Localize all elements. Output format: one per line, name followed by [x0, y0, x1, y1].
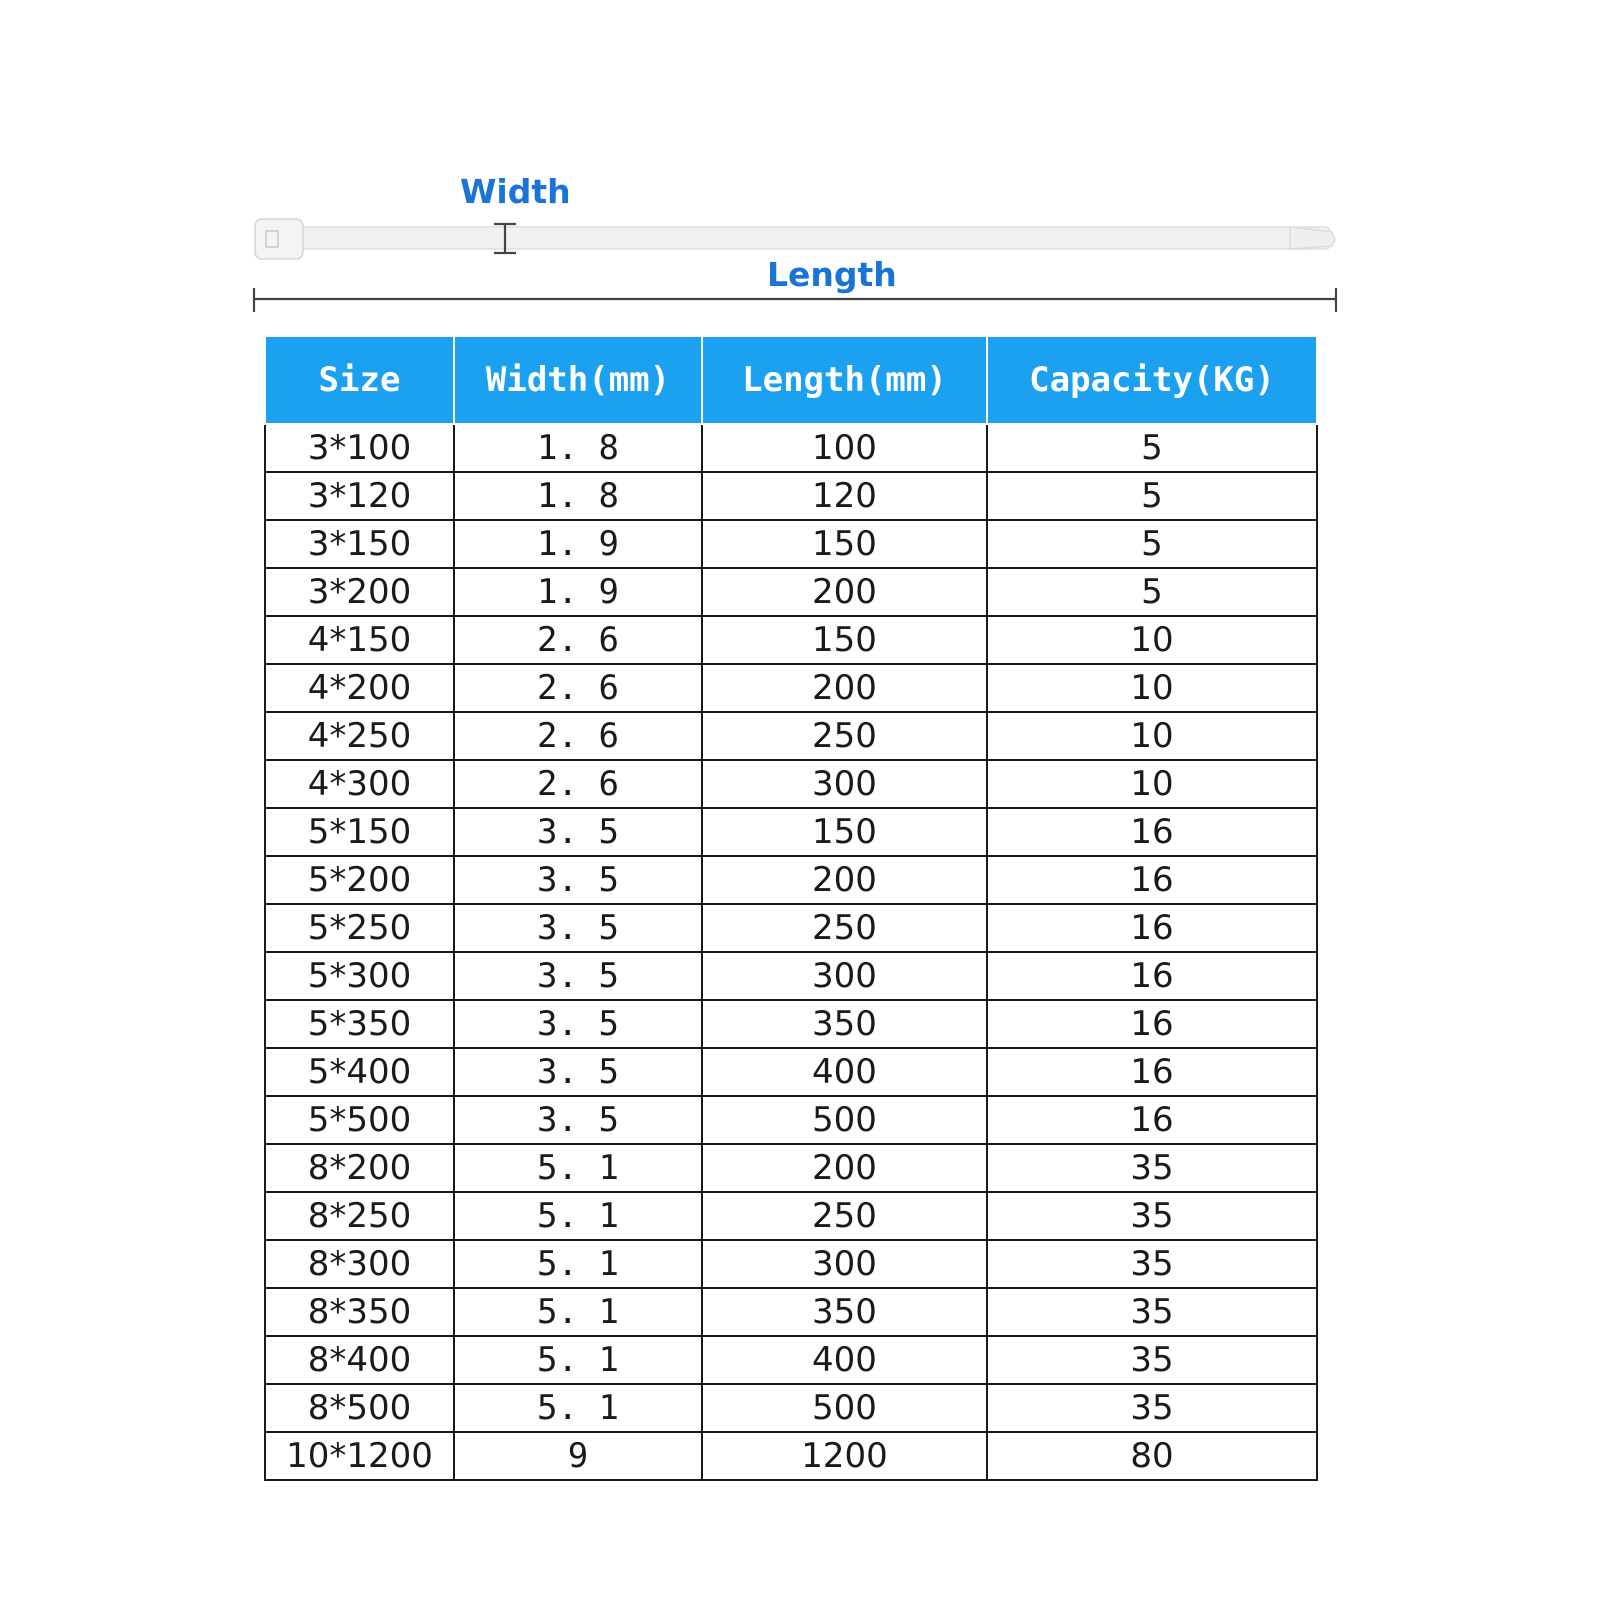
table-row: [265, 808, 1317, 856]
cell-capacity: 16: [987, 904, 1317, 952]
cell-capacity: 5: [987, 424, 1317, 472]
cell-length: 300: [702, 1240, 987, 1288]
table-row: [265, 712, 1317, 760]
cell-width: 1. 9: [454, 520, 702, 568]
header-size: Size: [265, 336, 454, 424]
cell-width: 5. 1: [454, 1192, 702, 1240]
cell-capacity: 16: [987, 808, 1317, 856]
cell-width: 3. 5: [454, 904, 702, 952]
cell-length: 300: [702, 760, 987, 808]
cell-width: 2. 6: [454, 712, 702, 760]
table-row: [265, 1048, 1317, 1096]
cell-length: 150: [702, 616, 987, 664]
table-row: [265, 1192, 1317, 1240]
table-row: [265, 424, 1317, 472]
cell-capacity: 5: [987, 472, 1317, 520]
cell-size: 8*300: [265, 1240, 454, 1288]
cell-length: 150: [702, 808, 987, 856]
table-row: [265, 616, 1317, 664]
cell-width: 9: [454, 1432, 702, 1480]
cell-size: 3*200: [265, 568, 454, 616]
cell-capacity: 10: [987, 712, 1317, 760]
cell-width: 5. 1: [454, 1384, 702, 1432]
cell-capacity: 16: [987, 1096, 1317, 1144]
cell-length: 350: [702, 1288, 987, 1336]
cell-capacity: 35: [987, 1144, 1317, 1192]
spec-table-body: [265, 424, 1317, 1480]
spec-table-header: [265, 336, 1317, 424]
cell-width: 3. 5: [454, 1096, 702, 1144]
cell-capacity: 5: [987, 520, 1317, 568]
cell-width: 5. 1: [454, 1288, 702, 1336]
cell-length: 500: [702, 1096, 987, 1144]
cell-size: 5*500: [265, 1096, 454, 1144]
table-row: [265, 1384, 1317, 1432]
cell-size: 5*300: [265, 952, 454, 1000]
cell-capacity: 5: [987, 568, 1317, 616]
header-width: Width(mm): [454, 336, 702, 424]
table-row: [265, 1144, 1317, 1192]
cell-capacity: 35: [987, 1192, 1317, 1240]
cell-capacity: 80: [987, 1432, 1317, 1480]
cell-length: 250: [702, 1192, 987, 1240]
table-row: [265, 568, 1317, 616]
cell-size: 8*500: [265, 1384, 454, 1432]
table-row: [265, 1336, 1317, 1384]
cell-length: 250: [702, 904, 987, 952]
cell-length: 200: [702, 664, 987, 712]
cell-width: 3. 5: [454, 808, 702, 856]
cell-length: 400: [702, 1336, 987, 1384]
cell-size: 8*350: [265, 1288, 454, 1336]
cell-width: 3. 5: [454, 952, 702, 1000]
cell-length: 250: [702, 712, 987, 760]
cell-width: 5. 1: [454, 1144, 702, 1192]
cell-width: 3. 5: [454, 1000, 702, 1048]
cell-capacity: 35: [987, 1288, 1317, 1336]
cell-size: 4*150: [265, 616, 454, 664]
cell-size: 4*300: [265, 760, 454, 808]
cell-size: 5*200: [265, 856, 454, 904]
cell-width: 2. 6: [454, 760, 702, 808]
cell-capacity: 16: [987, 1000, 1317, 1048]
cable-tie-head: [255, 219, 303, 259]
cell-size: 5*400: [265, 1048, 454, 1096]
table-row: [265, 472, 1317, 520]
header-row: [265, 336, 1317, 424]
cell-size: 8*400: [265, 1336, 454, 1384]
cell-capacity: 35: [987, 1384, 1317, 1432]
cell-size: 3*120: [265, 472, 454, 520]
cell-length: 1200: [702, 1432, 987, 1480]
cell-width: 1. 8: [454, 424, 702, 472]
cell-capacity: 35: [987, 1240, 1317, 1288]
cell-capacity: 16: [987, 856, 1317, 904]
cell-capacity: 10: [987, 760, 1317, 808]
cell-length: 200: [702, 568, 987, 616]
cell-width: 5. 1: [454, 1336, 702, 1384]
cell-size: 8*200: [265, 1144, 454, 1192]
table-row: [265, 952, 1317, 1000]
cell-size: 4*200: [265, 664, 454, 712]
table-row: [265, 856, 1317, 904]
cell-width: 2. 6: [454, 664, 702, 712]
cell-capacity: 10: [987, 664, 1317, 712]
table-row: [265, 1096, 1317, 1144]
cell-width: 2. 6: [454, 616, 702, 664]
table-row: [265, 1000, 1317, 1048]
cell-length: 400: [702, 1048, 987, 1096]
cell-length: 200: [702, 856, 987, 904]
width-label: Width: [460, 172, 571, 211]
cell-length: 100: [702, 424, 987, 472]
cell-size: 5*250: [265, 904, 454, 952]
table-row: [265, 904, 1317, 952]
cell-length: 150: [702, 520, 987, 568]
cell-size: 5*350: [265, 1000, 454, 1048]
cell-width: 5. 1: [454, 1240, 702, 1288]
cell-size: 3*150: [265, 520, 454, 568]
cell-capacity: 35: [987, 1336, 1317, 1384]
table-row: [265, 760, 1317, 808]
header-capacity: Capacity(KG): [987, 336, 1317, 424]
cell-capacity: 16: [987, 952, 1317, 1000]
cell-size: 4*250: [265, 712, 454, 760]
cell-capacity: 16: [987, 1048, 1317, 1096]
cell-length: 200: [702, 1144, 987, 1192]
cell-length: 350: [702, 1000, 987, 1048]
length-label: Length: [767, 255, 897, 294]
cell-length: 120: [702, 472, 987, 520]
spec-table: [264, 335, 1318, 1481]
cell-size: 10*1200: [265, 1432, 454, 1480]
cell-size: 3*100: [265, 424, 454, 472]
cell-capacity: 10: [987, 616, 1317, 664]
table-row: [265, 520, 1317, 568]
cell-size: 8*250: [265, 1192, 454, 1240]
table-row: [265, 664, 1317, 712]
table-row: [265, 1240, 1317, 1288]
table-row: [265, 1288, 1317, 1336]
header-length: Length(mm): [702, 336, 987, 424]
cell-width: 1. 8: [454, 472, 702, 520]
cell-width: 1. 9: [454, 568, 702, 616]
table-row: [265, 1432, 1317, 1480]
cell-width: 3. 5: [454, 1048, 702, 1096]
cell-width: 3. 5: [454, 856, 702, 904]
cable-tie-strap: [300, 227, 1330, 249]
cell-size: 5*150: [265, 808, 454, 856]
cell-length: 500: [702, 1384, 987, 1432]
cable-tie-diagram: [0, 0, 1600, 330]
cell-length: 300: [702, 952, 987, 1000]
